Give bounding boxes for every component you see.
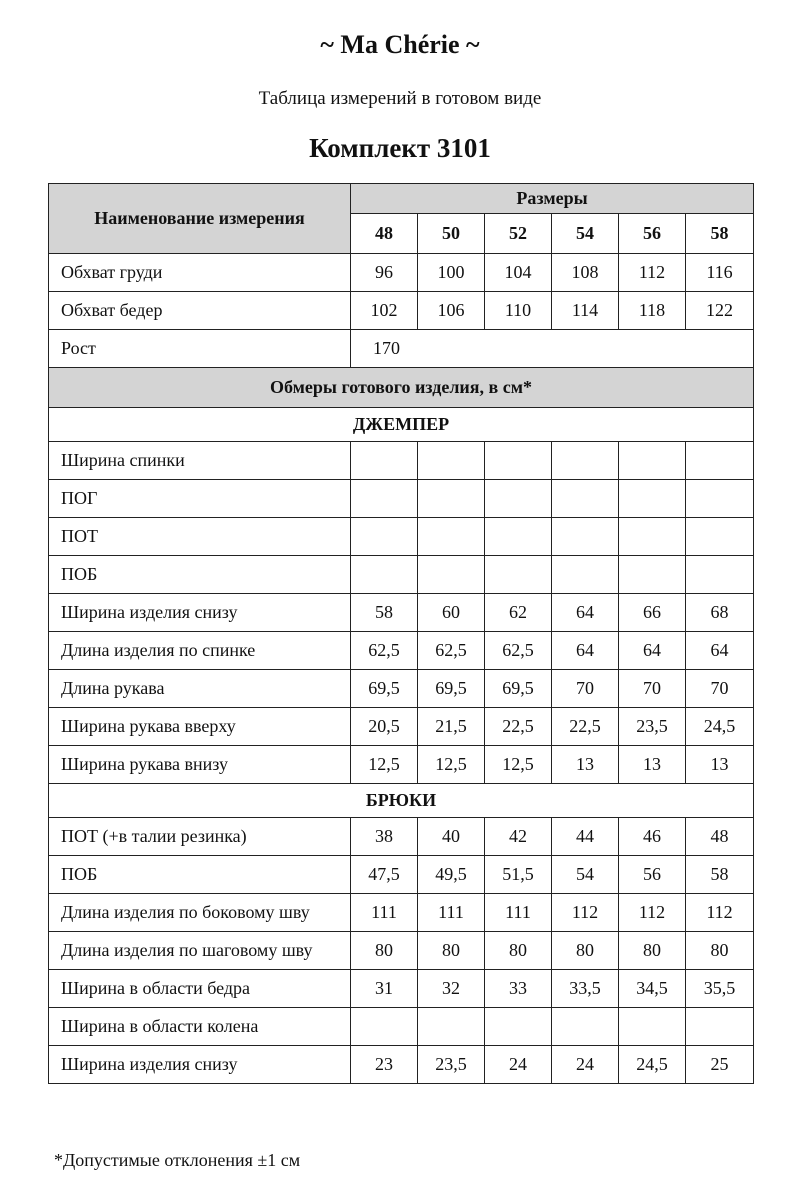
measurement-value: 62,5 xyxy=(351,632,418,670)
jumper-measurement-row xyxy=(49,556,754,594)
measurement-value xyxy=(552,480,619,518)
measurement-value: 58 xyxy=(351,594,418,632)
measurement-value: 64 xyxy=(552,594,619,632)
measurement-value xyxy=(686,442,754,480)
measurement-value: 35,5 xyxy=(686,970,754,1008)
measurement-label: Обхват груди xyxy=(49,254,351,292)
measurement-value: 111 xyxy=(351,894,418,932)
measurement-value: 13 xyxy=(552,746,619,784)
measurement-value: 96 xyxy=(351,254,418,292)
measurement-value xyxy=(351,442,418,480)
measurement-value xyxy=(351,1008,418,1046)
measurement-value: 116 xyxy=(686,254,754,292)
size-cell: 54 xyxy=(552,214,619,254)
measurement-value xyxy=(485,480,552,518)
header-measurement-name: Наименование измерения xyxy=(49,184,351,254)
measurement-value xyxy=(418,556,485,594)
measurement-value xyxy=(485,518,552,556)
measurement-label: ПОГ xyxy=(49,480,351,518)
height-value: 170 xyxy=(351,330,754,368)
measurement-value: 12,5 xyxy=(418,746,485,784)
measurement-value: 111 xyxy=(418,894,485,932)
measurement-value: 111 xyxy=(485,894,552,932)
measurement-value xyxy=(418,480,485,518)
measurement-value xyxy=(686,518,754,556)
measurement-value: 106 xyxy=(418,292,485,330)
measurement-label: Длина изделия по шаговому шву xyxy=(49,932,351,970)
pants-measurement-row xyxy=(49,932,754,970)
measurement-value xyxy=(619,518,686,556)
measurement-value: 80 xyxy=(418,932,485,970)
pants-measurement-row xyxy=(49,818,754,856)
measurement-value: 70 xyxy=(686,670,754,708)
measurement-value xyxy=(552,442,619,480)
measurement-value xyxy=(619,480,686,518)
jumper-measurement-row xyxy=(49,708,754,746)
pants-measurement-row xyxy=(49,856,754,894)
measurement-value xyxy=(351,480,418,518)
measurement-label: Ширина в области колена xyxy=(49,1008,351,1046)
measurement-value: 49,5 xyxy=(418,856,485,894)
measurement-label: Длина изделия по спинке xyxy=(49,632,351,670)
measurement-label: Ширина рукава внизу xyxy=(49,746,351,784)
measurement-value xyxy=(485,556,552,594)
jumper-measurement-row xyxy=(49,746,754,784)
measurement-value: 12,5 xyxy=(485,746,552,784)
measurement-value: 40 xyxy=(418,818,485,856)
measurement-value: 68 xyxy=(686,594,754,632)
pants-measurement-row xyxy=(49,1046,754,1084)
measurement-value: 12,5 xyxy=(351,746,418,784)
measurement-value xyxy=(418,442,485,480)
measurement-value: 58 xyxy=(686,856,754,894)
measurement-value: 114 xyxy=(552,292,619,330)
measurement-value: 24,5 xyxy=(686,708,754,746)
measurement-value: 23,5 xyxy=(418,1046,485,1084)
measurement-value: 66 xyxy=(619,594,686,632)
measurement-value: 112 xyxy=(619,894,686,932)
measurement-label: Рост xyxy=(49,330,351,368)
size-cell: 50 xyxy=(418,214,485,254)
measurement-value: 112 xyxy=(552,894,619,932)
measurement-label: Обхват бедер xyxy=(49,292,351,330)
jumper-measurement-row xyxy=(49,670,754,708)
measurement-value: 69,5 xyxy=(418,670,485,708)
pants-measurement-row xyxy=(49,894,754,932)
measurement-label: Ширина рукава вверху xyxy=(49,708,351,746)
measurement-value: 80 xyxy=(619,932,686,970)
measurement-value: 64 xyxy=(686,632,754,670)
measurement-value xyxy=(619,556,686,594)
measurement-value: 25 xyxy=(686,1046,754,1084)
section-jumper-row xyxy=(49,408,754,442)
size-cell: 56 xyxy=(619,214,686,254)
document-subtitle: Таблица измерений в готовом виде xyxy=(258,88,542,109)
size-cell: 52 xyxy=(485,214,552,254)
jumper-measurement-row xyxy=(49,594,754,632)
section-jumper: ДЖЕМПЕР xyxy=(49,408,754,442)
section-finished-measurements: Обмеры готового изделия, в см* xyxy=(49,368,754,408)
measurement-value: 100 xyxy=(418,254,485,292)
measurement-label: ПОТ xyxy=(49,518,351,556)
section-pants: БРЮКИ xyxy=(49,784,754,818)
measurement-value: 122 xyxy=(686,292,754,330)
jumper-measurement-row xyxy=(49,480,754,518)
measurement-value: 80 xyxy=(351,932,418,970)
measurement-value: 60 xyxy=(418,594,485,632)
measurement-value: 22,5 xyxy=(552,708,619,746)
measurement-value: 21,5 xyxy=(418,708,485,746)
measurement-value xyxy=(485,1008,552,1046)
measurement-value: 69,5 xyxy=(485,670,552,708)
measurement-value: 69,5 xyxy=(351,670,418,708)
measurement-value xyxy=(351,518,418,556)
measurement-value: 34,5 xyxy=(619,970,686,1008)
measurement-label: Ширина изделия снизу xyxy=(49,594,351,632)
measurement-label: Длина рукава xyxy=(49,670,351,708)
measurement-value: 23 xyxy=(351,1046,418,1084)
measurement-value: 46 xyxy=(619,818,686,856)
measurement-value: 64 xyxy=(619,632,686,670)
footnote: *Допустимые отклонения ±1 см xyxy=(54,1150,301,1170)
measurement-label: Ширина в области бедра xyxy=(49,970,351,1008)
measurement-label: ПОБ xyxy=(49,856,351,894)
measurement-value: 62,5 xyxy=(418,632,485,670)
jumper-measurement-row xyxy=(49,442,754,480)
jumper-measurement-row xyxy=(49,632,754,670)
measurement-value: 56 xyxy=(619,856,686,894)
section-pants-row xyxy=(49,784,754,818)
measurement-value: 24,5 xyxy=(619,1046,686,1084)
measurement-value: 47,5 xyxy=(351,856,418,894)
pants-measurement-row xyxy=(49,1008,754,1046)
measurement-label: ПОБ xyxy=(49,556,351,594)
size-table xyxy=(48,183,754,1084)
measurement-value: 70 xyxy=(619,670,686,708)
measurement-value: 51,5 xyxy=(485,856,552,894)
measurement-value: 104 xyxy=(485,254,552,292)
measurement-value xyxy=(619,442,686,480)
measurement-value: 70 xyxy=(552,670,619,708)
size-cell: 58 xyxy=(686,214,754,254)
measurement-value: 112 xyxy=(619,254,686,292)
measurement-value: 80 xyxy=(686,932,754,970)
measurement-value: 80 xyxy=(552,932,619,970)
measurement-value: 62,5 xyxy=(485,632,552,670)
measurement-value: 118 xyxy=(619,292,686,330)
measurement-value: 33 xyxy=(485,970,552,1008)
header-sizes: Размеры xyxy=(351,184,754,214)
pants-measurement-row xyxy=(49,970,754,1008)
measurement-value: 54 xyxy=(552,856,619,894)
size-cell: 48 xyxy=(351,214,418,254)
measurement-label: ПОТ (+в талии резинка) xyxy=(49,818,351,856)
measurement-value: 23,5 xyxy=(619,708,686,746)
measurement-value: 38 xyxy=(351,818,418,856)
measurement-value: 62 xyxy=(485,594,552,632)
measurement-label: Длина изделия по боковому шву xyxy=(49,894,351,932)
measurement-value: 32 xyxy=(418,970,485,1008)
measurement-value xyxy=(418,518,485,556)
measurement-value xyxy=(552,1008,619,1046)
measurement-value: 80 xyxy=(485,932,552,970)
section-finished-measurements-row xyxy=(49,368,754,408)
measurement-value: 24 xyxy=(485,1046,552,1084)
measurement-value: 24 xyxy=(552,1046,619,1084)
body-measurement-row xyxy=(49,292,754,330)
height-row xyxy=(49,330,754,368)
measurement-value: 112 xyxy=(686,894,754,932)
measurement-value: 110 xyxy=(485,292,552,330)
body-measurement-row xyxy=(49,254,754,292)
measurement-value: 33,5 xyxy=(552,970,619,1008)
measurement-value: 64 xyxy=(552,632,619,670)
measurement-label: Ширина изделия снизу xyxy=(49,1046,351,1084)
measurement-value: 13 xyxy=(686,746,754,784)
measurement-value: 108 xyxy=(552,254,619,292)
measurement-value xyxy=(619,1008,686,1046)
measurement-value xyxy=(552,518,619,556)
brand-title: ~ Ma Chérie ~ xyxy=(320,30,480,59)
measurement-value: 102 xyxy=(351,292,418,330)
measurement-value: 20,5 xyxy=(351,708,418,746)
measurement-value xyxy=(686,480,754,518)
measurement-label: Ширина спинки xyxy=(49,442,351,480)
measurement-value: 13 xyxy=(619,746,686,784)
measurement-value xyxy=(485,442,552,480)
measurement-value xyxy=(418,1008,485,1046)
measurement-value xyxy=(686,1008,754,1046)
measurement-value: 48 xyxy=(686,818,754,856)
product-title: Комплект 3101 xyxy=(309,133,491,163)
measurement-value: 22,5 xyxy=(485,708,552,746)
jumper-measurement-row xyxy=(49,518,754,556)
measurement-value xyxy=(351,556,418,594)
measurement-value: 42 xyxy=(485,818,552,856)
measurement-value xyxy=(552,556,619,594)
measurement-value xyxy=(686,556,754,594)
measurement-value: 44 xyxy=(552,818,619,856)
measurement-value: 31 xyxy=(351,970,418,1008)
table-header-row xyxy=(49,184,754,214)
